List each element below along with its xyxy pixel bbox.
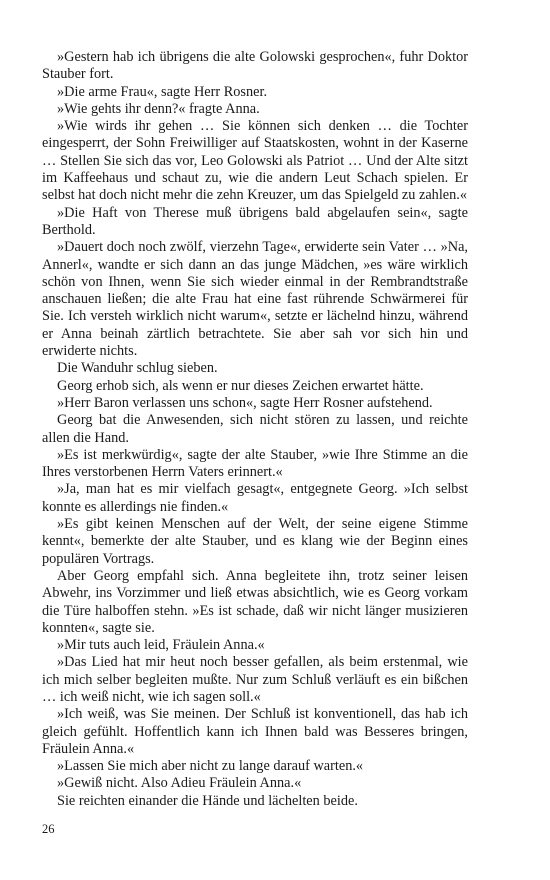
paragraph: Sie reichten einander die Hände und lächelten beide. [57,792,358,809]
paragraph: »Ja, man hat es mir vielfach gesagt«, entgegnete Georg. »Ich selbst konnte es allerdings nie finden.« [42,481,468,515]
page-number: 26 [42,822,55,836]
paragraph: Georg bat die Anwesenden, sich nicht stören zu lassen, und reichte allen die Hand. [42,412,468,446]
paragraph: »Das Lied hat mir heut noch besser gefallen, als beim erstenmal, wie ich mich selber begleiten mußte. Nur zum Schluß verläuft es ein bißchen … ich weiß nicht, wie ich sagen soll.« [42,654,468,705]
paragraph: »Gestern hab ich übrigens die alte Golowski gesprochen«, fuhr Doktor Stauber fort. [42,49,468,83]
paragraph: »Gewiß nicht. Also Adieu Fräulein Anna.« [57,775,302,792]
paragraph: »Es ist merkwürdig«, sagte der alte Stauber, »wie Ihre Stimme an die Ihres verstorbenen Herrn Vaters erinnert.« [42,446,468,481]
paragraph: »Herr Baron verlassen uns schon«, sagte Herr Rosner aufstehend. [57,394,433,411]
paragraph: »Ich weiß, was Sie meinen. Der Schluß ist konventionell, das hab ich gleich gefühlt. Hoffentlich kann ich Ihnen bald was Besseres bringen, Fräulein Anna.« [42,706,468,757]
paragraph: »Es gibt keinen Menschen auf der Welt, der seine eigene Stimme kennt«, bemerkte der alte Stauber, und es klang wie der Beginn eines populären Vortrags. [42,516,468,567]
paragraph: Georg erhob sich, als wenn er nur dieses Zeichen erwartet hätte. [57,377,424,394]
paragraph: »Mir tuts auch leid, Fräulein Anna.« [57,637,265,654]
paragraph: Aber Georg empfahl sich. Anna begleitete ihn, trotz seiner leisen Abwehr, ins Vorzimmer und ließ etwas absichtlich, wie es Georg vorkam die Türe halboffen stehn. »Es ist schade, daß wir nicht länger musizieren konnten«, sagte sie. [42,567,468,636]
paragraph: Die Wanduhr schlug sieben. [57,360,218,377]
paragraph: »Die arme Frau«, sagte Herr Rosner. [57,83,268,100]
paragraph: »Wie gehts ihr denn?« fragte Anna. [57,100,260,117]
paragraph: »Dauert doch noch zwölf, vierzehn Tage«, erwiderte sein Vater … »Na, Annerl«, wandte er sich dann an das junge Mädchen, »es wäre wirklich schön von Ihnen, wenn Sie sich wieder einmal in der Rembrandtstraße anschauen ließen; die alte Frau hat eine fast rührende Schwärmerei für Sie. Ich versteh wirklich nicht warum«, setzte er lächelnd hinzu, während er Anna beinah zärtlich betrachtete. Sie aber sah vor sich hin und erwiderte nichts. [42,239,468,360]
paragraph: »Die Haft von Therese muß übrigens bald abgelaufen sein«, sagte Berthold. [42,204,468,238]
body-text [42,49,468,810]
paragraph: »Wie wirds ihr gehen … Sie können sich denken … die Tochter eingesperrt, der Sohn Freiwilliger auf Staatskosten, wohnt in der Kaserne … Stellen Sie sich das vor, Leo Golowski als Patriot … Und der Alte sitzt im Kaffeehaus und schaut zu, wie die andern Leut Schach spielen. Er selbst hat doch nicht mehr die zehn Kreuzer, um das Spielgeld zu zahlen.« [42,118,468,204]
paragraph: »Lassen Sie mich aber nicht zu lange darauf warten.« [57,758,364,775]
